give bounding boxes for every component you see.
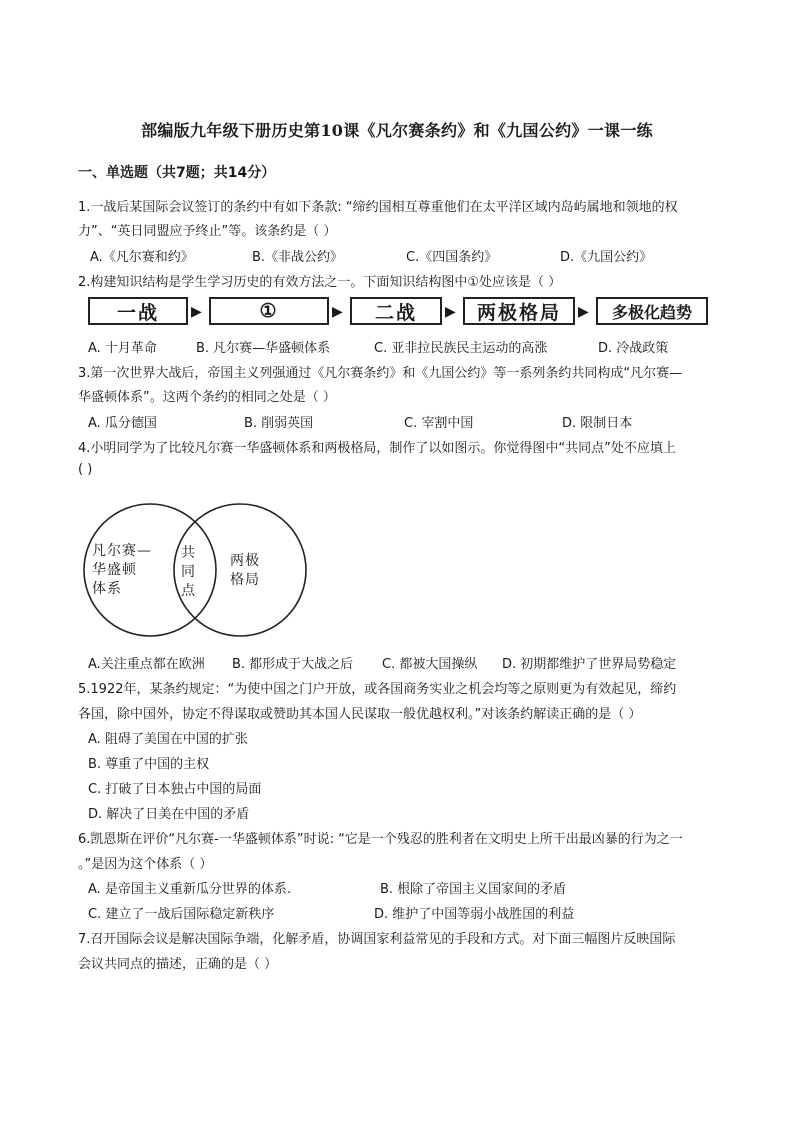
arrow-right-icon: ▶ [578,304,589,320]
q1-option-d: D.《九国公约》 [560,250,653,265]
q2-option-a: A. 十月革命 [88,341,157,356]
q4-option-d: D. 初期都维护了世界局势稳定 [502,657,677,672]
question-5-text: 5.1922年，某条约规定：“为使中国之门户开放，或各国商务实业之机会均等之原则更为有效起见，缔约 [78,682,677,697]
q6-option-b: B. 根除了帝国主义国家间的矛盾 [380,882,567,897]
question-2-text: 2.构建知识结构是学生学习历史的有效方法之一。下面知识结构图中①处应该是（ ） [78,275,562,290]
q5-option-b: B. 尊重了中国的主权 [88,757,210,772]
question-6-text: 。”是因为这个体系（ ） [78,857,213,872]
section-heading: 一、单选题（共7题；共14分） [78,165,276,181]
q2-option-b: B. 凡尔赛—华盛顿体系 [196,341,331,356]
q4-option-c: C. 都被大国操纵 [382,657,478,672]
arrow-right-icon: ▶ [332,304,343,320]
chain-box-blank: ① [209,297,329,325]
arrow-right-icon: ▶ [445,304,456,320]
venn-right-label: 两极 格局 [230,553,260,588]
question-1-text: 力”、“英日同盟应予终止”等。该条约是（ ） [78,224,337,239]
chain-box-ww2: 二战 [350,297,442,325]
venn-diagram [80,500,310,644]
knowledge-structure-chart [88,297,708,331]
chain-box-multipolar: 多极化趋势 [596,297,708,325]
q3-option-c: C. 宰割中国 [404,416,474,431]
q3-option-b: B. 削弱英国 [244,416,314,431]
q5-option-c: C. 打破了日本独占中国的局面 [88,782,262,797]
q6-option-c: C. 建立了一战后国际稳定新秩序 [88,907,275,922]
question-1-text: 1.一战后某国际会议签订的条约中有如下条款: “缔约国相互尊重他们在太平洋区域内岛屿属地和领地的权 [78,200,678,215]
chain-box-bipolar: 两极格局 [463,297,575,325]
question-6-text: 6.凯恩斯在评价“凡尔赛-一华盛顿体系”时说: “它是一个残忍的胜利者在文明史上所干出最凶暴的行为之一 [78,832,683,847]
question-7-text: 7.召开国际会议是解决国际争端，化解矛盾，协调国家利益常见的手段和方式。对下面三幅图片反映国际 [78,932,676,947]
q5-option-d: D. 解决了日美在中国的矛盾 [88,807,250,822]
q1-option-b: B.《非战公约》 [252,250,344,265]
q5-option-a: A. 阻碍了美国在中国的扩张 [88,732,248,747]
venn-middle-label: 共 同 点 [181,545,196,599]
q1-option-c: C.《四国条约》 [406,250,498,265]
question-4-text: 4.小明同学为了比较凡尔赛一华盛顿体系和两极格局，制作了以如图示。你觉得图中“共同点”处不应填上 [78,441,676,456]
q6-option-a: A. 是帝国主义重新瓜分世界的体系. [88,882,292,897]
arrow-right-icon: ▶ [191,304,202,320]
question-7-text: 会议共同点的描述，正确的是（ ） [78,957,278,972]
question-3-text: 3.第一次世界大战后，帝国主义列强通过《凡尔赛条约》和《九国公约》等一系列条约共同构成“凡尔赛— [78,366,683,381]
q4-option-b: B. 都形成于大战之后 [232,657,354,672]
question-4-text: ( ) [78,462,93,477]
q1-option-a: A.《凡尔赛和约》 [90,250,194,265]
question-5-text: 各国，除中国外，协定不得谋取或赞助其本国人民谋取一般优越权利。”对该条约解读正确的是（ ） [78,707,642,722]
q4-option-a: A.关注重点都在欧洲 [88,657,205,672]
q6-option-d: D. 维护了中国等弱小战胜国的利益 [374,907,575,922]
document-title: 部编版九年级下册历史第10课《凡尔赛条约》和《九国公约》一课一练 [141,121,653,140]
q2-option-c: C. 亚非拉民族民主运动的高涨 [374,341,548,356]
chain-box-ww1: 一战 [88,297,188,325]
q3-option-d: D. 限制日本 [562,416,633,431]
q3-option-a: A. 瓜分德国 [88,416,157,431]
question-3-text: 华盛顿体系”。这两个条约的相同之处是（ ） [78,390,336,405]
venn-left-label: 凡尔赛— 华盛顿 体系 [92,543,152,597]
q2-option-d: D. 冷战政策 [598,341,669,356]
